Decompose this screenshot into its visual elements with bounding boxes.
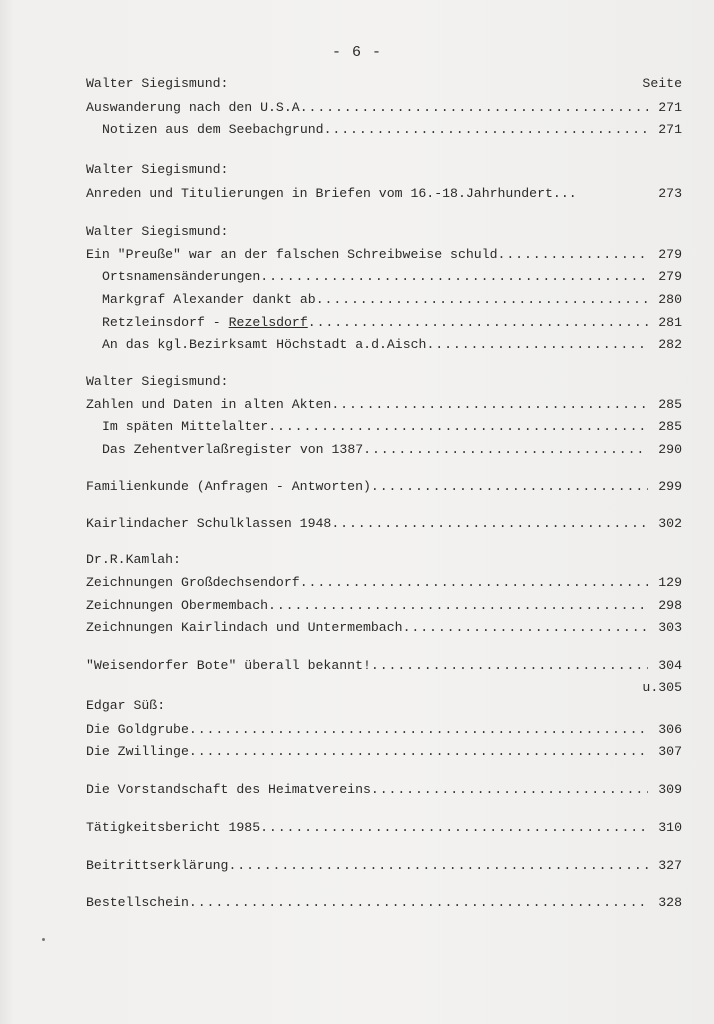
entry-page: 281 — [658, 315, 682, 330]
entry-title: Zeichnungen Kairlindach und Untermembach — [86, 620, 403, 635]
toc-entry — [86, 477, 682, 497]
entry-title-part: Retzleinsdorf - — [102, 315, 229, 330]
leader-dots — [324, 120, 648, 140]
leader-dots — [498, 245, 648, 265]
toc-entry — [86, 742, 682, 762]
entry-title: Tätigkeitsbericht 1985 — [86, 820, 261, 835]
toc-entry — [86, 596, 682, 616]
entry-title: Die Vorstandschaft des Heimatvereins — [86, 782, 371, 797]
author-heading — [86, 550, 682, 570]
speck-mark — [42, 938, 45, 941]
leader-dots — [331, 395, 648, 415]
entry-title: Anreden und Titulierungen in Briefen vom 16.-18.Jahrhundert... — [86, 186, 577, 201]
toc-entry — [86, 573, 682, 593]
author-heading — [86, 160, 682, 180]
entry-page: 328 — [658, 895, 682, 910]
leader-dots — [371, 477, 648, 497]
leader-dots — [268, 417, 648, 437]
toc-entry — [86, 335, 682, 355]
entry-page: 307 — [658, 744, 682, 759]
entry-page: 271 — [658, 100, 682, 115]
entry-page: 290 — [658, 442, 682, 457]
page-number: - 6 - — [331, 44, 382, 61]
entry-page: 280 — [658, 292, 682, 307]
entry-title: Walter Siegismund: — [86, 374, 229, 389]
entry-page: 304 — [658, 658, 682, 673]
toc-entry — [86, 893, 682, 913]
toc-entry — [86, 184, 682, 204]
toc-entry — [86, 290, 682, 310]
entry-title: Im späten Mittelalter — [102, 419, 269, 434]
entry-title: Zeichnungen Obermembach — [86, 598, 269, 613]
entry-title: Ortsnamensänderungen — [102, 269, 261, 284]
entry-page: 299 — [658, 479, 682, 494]
toc-entry — [86, 780, 682, 800]
leader-dots — [189, 742, 648, 762]
entry-title: Walter Siegismund: — [86, 76, 229, 91]
entry-title: Bestellschein — [86, 895, 189, 910]
entry-page: 273 — [658, 186, 682, 201]
entry-title: Walter Siegismund: — [86, 162, 229, 177]
entry-title: Die Goldgrube — [86, 722, 189, 737]
leader-dots — [316, 290, 648, 310]
entry-title: Notizen aus dem Seebachgrund — [102, 122, 324, 137]
entry-page: 285 — [658, 397, 682, 412]
author-heading — [86, 372, 682, 392]
leader-dots — [371, 656, 648, 676]
toc-entry — [86, 656, 682, 676]
author-heading — [86, 74, 682, 94]
toc-entry — [86, 120, 682, 140]
entry-page: 285 — [658, 419, 682, 434]
toc-entry — [86, 267, 682, 287]
entry-page: 309 — [658, 782, 682, 797]
entry-title: Beitrittserklärung — [86, 858, 229, 873]
leader-dots — [228, 856, 648, 876]
toc-entry — [86, 395, 682, 415]
entry-page: 298 — [658, 598, 682, 613]
author-heading — [86, 696, 682, 716]
toc-entry-continued — [86, 678, 682, 698]
entry-page: 310 — [658, 820, 682, 835]
entry-title: Kairlindacher Schulklassen 1948 — [86, 516, 332, 531]
underlined-place-name: Rezelsdorf — [228, 315, 308, 330]
entry-title: Die Zwillinge — [86, 744, 189, 759]
entry-page: 303 — [658, 620, 682, 635]
entry-page: 129 — [658, 575, 682, 590]
entry-page: u.305 — [642, 680, 682, 695]
toc-entry — [86, 720, 682, 740]
entry-title: Zeichnungen Großdechsendorf — [86, 575, 300, 590]
leader-dots — [300, 573, 648, 593]
entry-title: An das kgl.Bezirksamt Höchstadt a.d.Aisch — [102, 337, 427, 352]
leader-dots — [426, 335, 648, 355]
leader-dots — [308, 313, 648, 333]
toc-entry — [86, 245, 682, 265]
leader-dots — [363, 440, 648, 460]
toc-entry — [86, 98, 682, 118]
entry-title: Walter Siegismund: — [86, 224, 229, 239]
leader-dots — [260, 818, 648, 838]
leader-dots — [300, 98, 648, 118]
entry-page: 279 — [658, 247, 682, 262]
entry-title: Das Zehentverlaßregister von 1387 — [102, 442, 364, 457]
entry-page: 271 — [658, 122, 682, 137]
leader-dots — [268, 596, 648, 616]
entry-title: Zahlen und Daten in alten Akten — [86, 397, 332, 412]
leader-dots — [331, 514, 648, 534]
entry-title: Dr.R.Kamlah: — [86, 552, 181, 567]
leader-dots — [371, 780, 648, 800]
entry-title — [86, 313, 308, 333]
entry-page: 282 — [658, 337, 682, 352]
toc-entry — [86, 618, 682, 638]
leader-dots — [403, 618, 648, 638]
entry-page: 306 — [658, 722, 682, 737]
toc-entry — [86, 440, 682, 460]
toc-entry — [86, 856, 682, 876]
toc-entry — [86, 313, 682, 333]
entry-page: 279 — [658, 269, 682, 284]
entry-page: 302 — [658, 516, 682, 531]
entry-title: Auswanderung nach den U.S.A — [86, 100, 300, 115]
entry-title: Ein "Preuße" war an der falschen Schreibweise schuld — [86, 247, 498, 262]
entry-title: Familienkunde (Anfragen - Antworten) — [86, 479, 371, 494]
toc-entry — [86, 417, 682, 437]
entry-title: Edgar Süß: — [86, 698, 166, 713]
entry-page: 327 — [658, 858, 682, 873]
entry-title: Markgraf Alexander dankt ab — [102, 292, 316, 307]
leader-dots — [189, 893, 648, 913]
leader-dots — [260, 267, 648, 287]
toc-entry — [86, 818, 682, 838]
entry-title: "Weisendorfer Bote" überall bekannt! — [86, 658, 371, 673]
toc-entry — [86, 514, 682, 534]
author-heading — [86, 222, 682, 242]
seite-label: Seite — [642, 76, 682, 91]
leader-dots — [189, 720, 648, 740]
